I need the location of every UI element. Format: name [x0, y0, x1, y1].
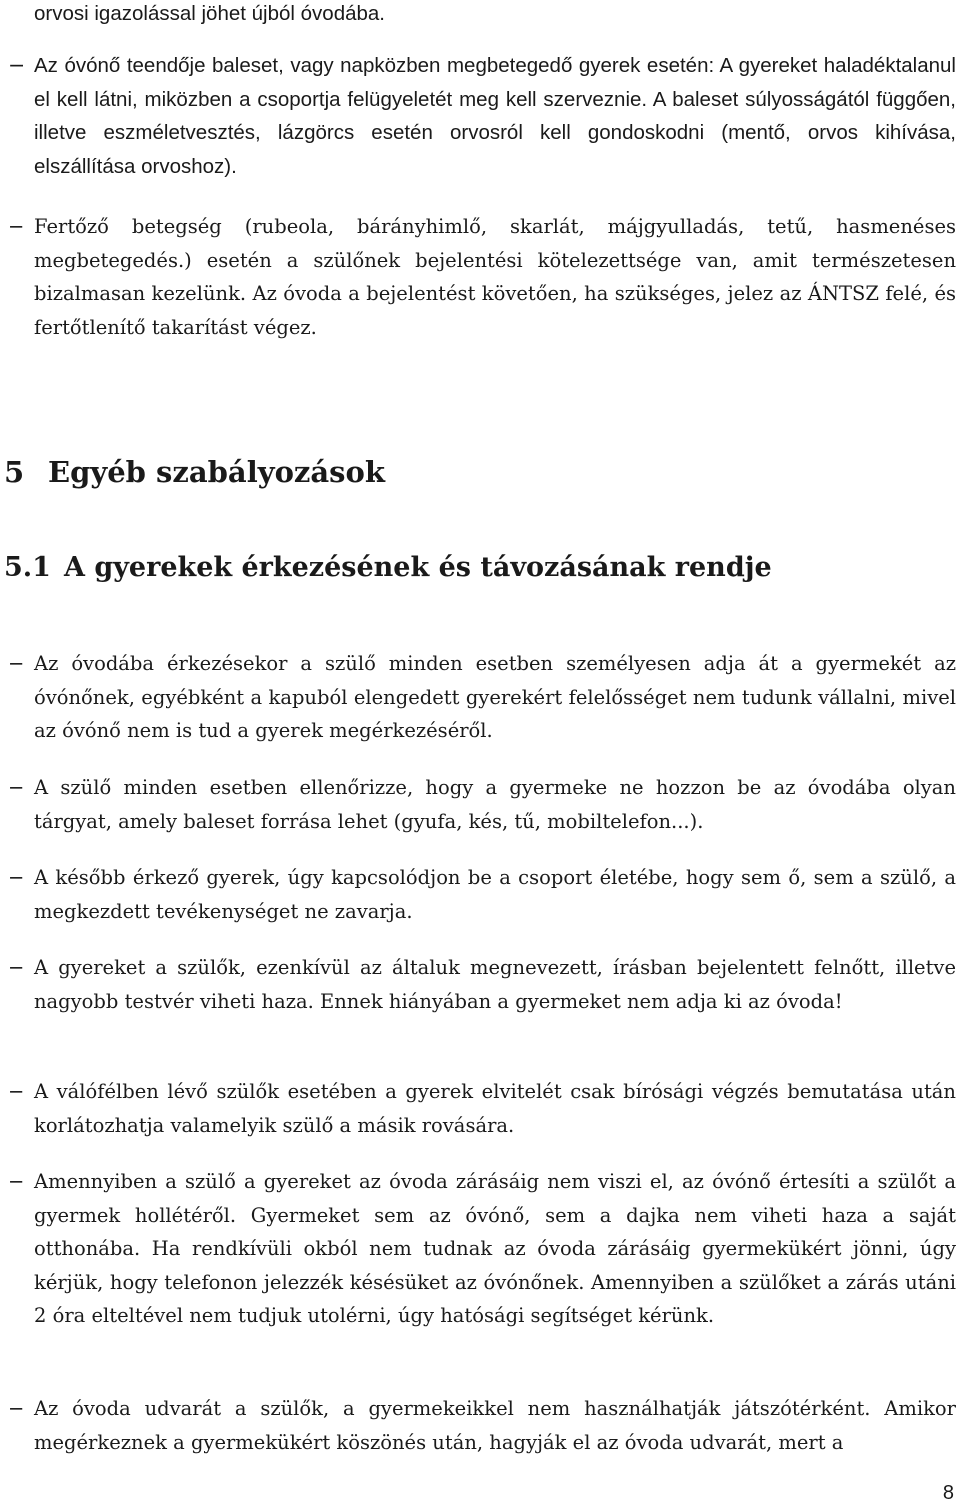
dash-bullet-icon: − [8, 866, 25, 889]
page-number: 8 [942, 1482, 954, 1504]
dash-bullet-icon: − [8, 1170, 25, 1193]
list-item-accident [8, 49, 956, 183]
dash-bullet-icon: − [8, 1397, 25, 1420]
list-item-text: Az óvoda udvarát a szülők, a gyermekeikkel nem használhatják játszótérként. Amikor megérkeznek a gyermekükért köszönés után, hagyják el az óvoda udvarát, mert a [34, 1397, 956, 1454]
list-item-text: Amennyiben a szülő a gyereket az óvoda zárásáig nem viszi el, az óvónő értesíti a szülőt a gyermek hollétéről. Gyermeket sem az óvónő, sem a dajka nem viheti haza a saját otthonába. Ha rendkívüli okból nem tudnak az óvoda zárásáig gyermekükért jönni, úgy kérjük, hogy telefonon jelezzék késésüket az óvónőnek. Amennyiben a szülőket a zárás utáni 2 óra elteltével nem tudjuk utolérni, úgy hatósági segítséget kérünk. [34, 1170, 956, 1327]
section-title: Egyéb szabályozások [48, 455, 385, 489]
list-item-text: Az óvónő teendője baleset, vagy napközben megbetegedő gyerek esetén: A gyereket haladéktalanul el kell látni, miközben a csoportja felügyeletét meg kell szerveznie. A baleset súlyosságától függően, illetve eszméletvesztés, lázgörcs esetén orvosról kell gondoskodni (mentő, orvos kihívása, elszállítása orvoshoz). [34, 54, 956, 178]
dash-bullet-icon: − [8, 956, 25, 979]
subsection-number: 5.1 [4, 552, 51, 583]
continuation-line: orvosi igazolással jöhet újból óvodába. [34, 2, 386, 25]
subsection-heading [4, 552, 772, 583]
section-number: 5 [4, 455, 25, 489]
list-item [8, 1165, 956, 1333]
list-item-text: A válófélben lévő szülők esetében a gyerek elvitelét csak bírósági végzés bemutatása után korlátozhatja valamelyik szülő a másik rovására. [34, 1080, 956, 1137]
list-item [8, 1075, 956, 1142]
list-item [8, 771, 956, 838]
section-heading [4, 455, 385, 489]
dash-bullet-icon: − [8, 1080, 25, 1103]
list-item-infectious [8, 210, 956, 344]
list-item-text: A szülő minden esetben ellenőrizze, hogy a gyermeke ne hozzon be az óvodába olyan tárgyat, amely baleset forrása lehet (gyufa, kés, tű, mobiltelefon...). [34, 776, 956, 833]
list-item-text: Az óvodába érkezésekor a szülő minden esetben személyesen adja át a gyermekét az óvónőnek, egyébként a kapuból elengedett gyerekért felelősséget nem tudunk vállalni, mivel az óvónő nem is tud a gyerek megérkezéséről. [34, 652, 956, 742]
list-item [8, 861, 956, 928]
dash-bullet-icon: − [8, 215, 25, 238]
list-item-text: A később érkező gyerek, úgy kapcsolódjon be a csoport életébe, hogy sem ő, sem a szülő, a megkezdett tevékenységet ne zavarja. [34, 866, 956, 923]
list-item [8, 951, 956, 1018]
list-item [8, 1392, 956, 1459]
subsection-title: A gyerekek érkezésének és távozásának rendje [64, 552, 772, 583]
list-item [8, 647, 956, 748]
dash-bullet-icon: − [8, 53, 26, 77]
dash-bullet-icon: − [8, 776, 25, 799]
dash-bullet-icon: − [8, 652, 25, 675]
list-item-text: Fertőző betegség (rubeola, bárányhimlő, skarlát, májgyulladás, tetű, hasmenéses megbetegedés.) esetén a szülőnek bejelentési kötelezettsége van, amit természetesen bizalmasan kezelünk. Az óvoda a bejelentést követően, ha szükséges, jelez az ÁNTSZ felé, és fertőtlenítő takarítást végez. [34, 215, 956, 339]
list-item-text: A gyereket a szülők, ezenkívül az általuk megnevezett, írásban bejelentett felnőtt, illetve nagyobb testvér viheti haza. Ennek hiányában a gyermeket nem adja ki az óvoda! [34, 956, 956, 1013]
